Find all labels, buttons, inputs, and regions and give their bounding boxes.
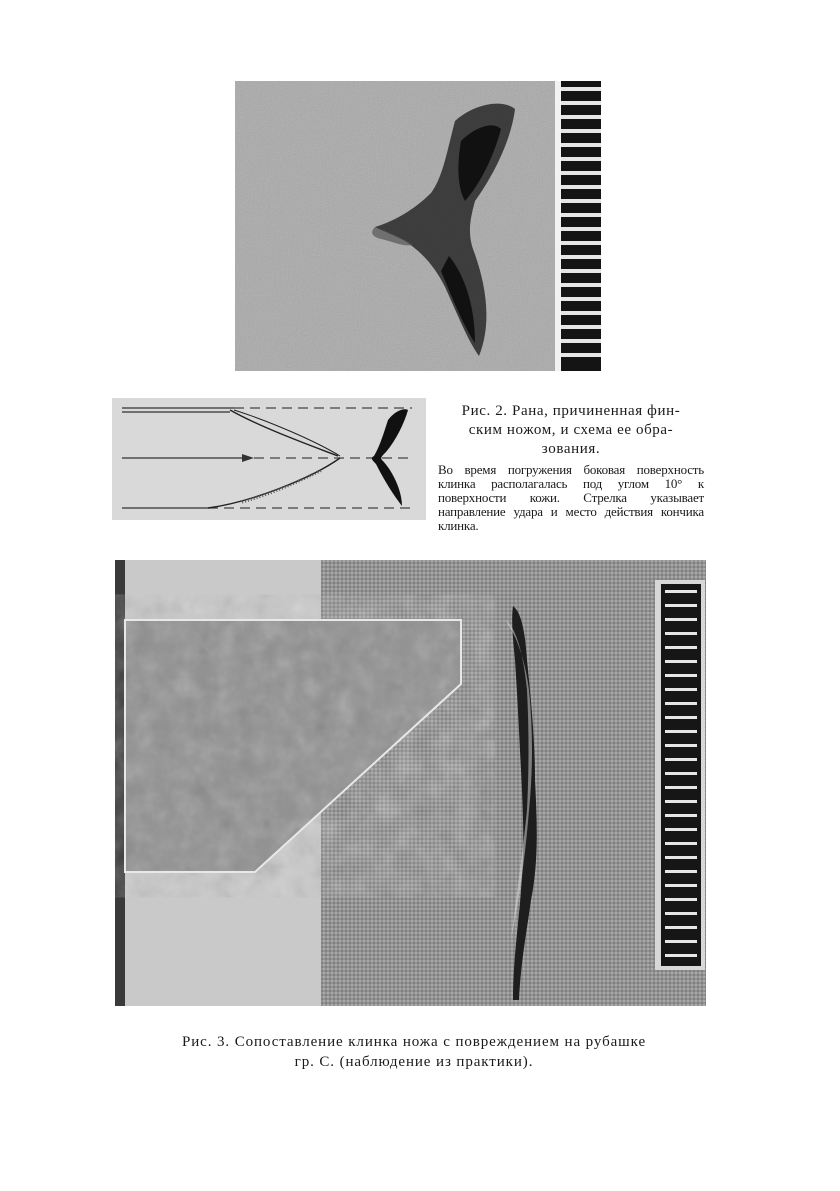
ruler-scale: [655, 580, 705, 970]
figure-2-caption-title-line3: зования.: [541, 441, 601, 457]
figure-2-caption-title-line1: Рис. 2. Рана, причиненная фин-: [461, 403, 681, 419]
figure-2-caption-body: Во время погружения боковая поверхность клинка располагалась под углом 10° к поверхности кожи. Стрелка указывает направление удара и место действия кончика клинка.: [438, 462, 704, 533]
figure-2-caption-title-line2: ским ножом, и схема ее обра-: [468, 422, 674, 438]
figure-3-caption-line2: гр. С. (наблюдение из практики).: [294, 1054, 534, 1070]
figure-2-caption: [438, 402, 704, 533]
wound-photograph: [235, 81, 601, 371]
wound-formation-diagram: [112, 398, 426, 520]
figure-3-caption: [118, 1032, 710, 1072]
ruler-scale: [555, 81, 601, 371]
blade-shirt-comparison-photograph: [115, 560, 706, 1006]
figure-3-caption-line1: Рис. 3. Сопоставление клинка ножа с повреждением на рубашке: [181, 1034, 647, 1050]
